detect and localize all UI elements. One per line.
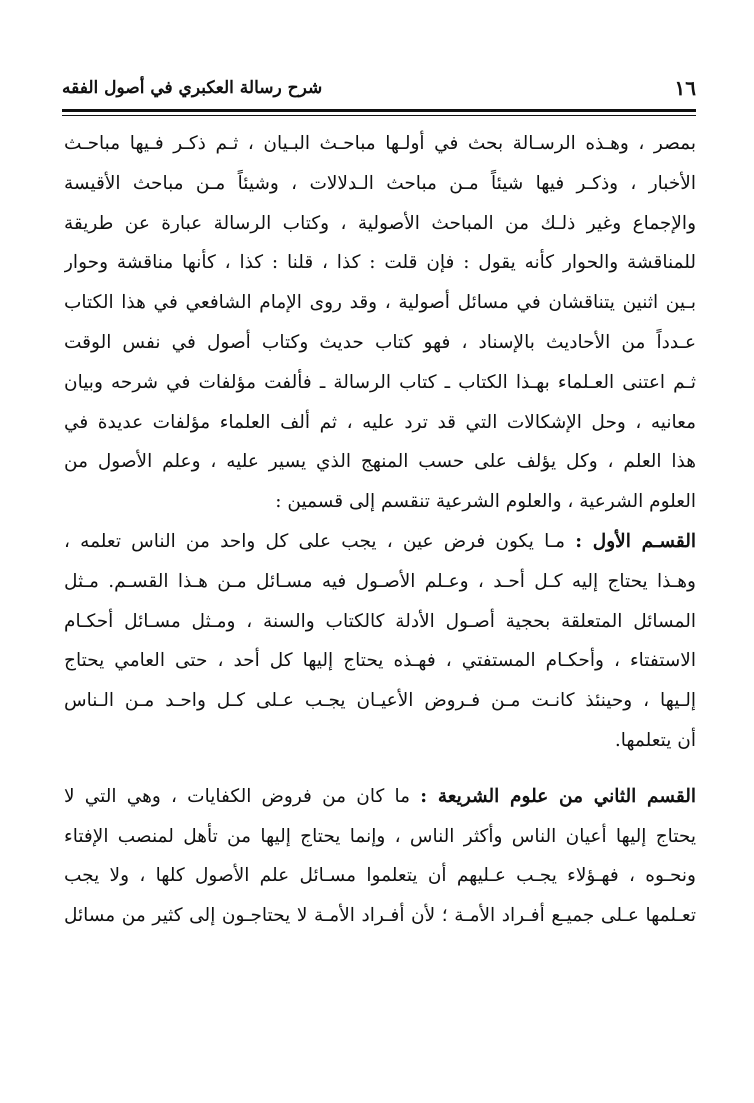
section-heading-first-part: القسـم الأول : (575, 530, 696, 552)
page-header (62, 74, 696, 108)
text-line: إلـيها ، وحينئذ كانـت مـن فـروض الأعيـان يجـب عـلى كـل واحـد مـن الـناس (64, 690, 696, 712)
text-line: ثـم اعتنى العـلماء بهـذا الكتاب ـ كتاب الرسالة ـ فألفت مؤلفات في شرحه وبيان (64, 371, 696, 393)
text-line: بمصر ، وهـذه الرسـالة بحث في أولـها مباحـث البـيان ، ثـم ذكـر فـيها مباحـث (64, 133, 696, 154)
paragraph-gap (64, 761, 696, 777)
text-line: أن يتعلمها. (614, 729, 696, 751)
text-line: العلوم الشرعية ، والعلوم الشرعية تنقسم إلى قسمين : (275, 491, 696, 513)
text-line: معانيه ، وحل الإشكالات التي قد ترد عليه ، ثم ألف العلماء مؤلفات عديدة في (64, 411, 696, 433)
text-line: الأخبار ، وذكـر فيها شيئاً مـن مباحث الـدلالات ، وشيئاً مـن مباحث الأقيسة (64, 172, 696, 194)
text-line: ونحـوه ، فهـؤلاء يجـب عـليهم أن يتعلموا مسـائل علم الأصول كلها ، ولا يجب (64, 865, 696, 887)
text-line: يحتاج إليها أعيان الناس وأكثر الناس ، وإنما يحتاج إليها من تأهل لمنصب الإفتاء (64, 825, 696, 847)
text-line: الاستفتاء ، وأحكـام المستفتي ، فهـذه يحتاج إليها كل أحد ، حتى العامي يحتاج (64, 650, 696, 672)
text-line: المسائل المتعلقة بحجية أصـول الأدلة كالكتاب والسنة ، ومـثل مسـائل أحكـام (64, 610, 696, 632)
text-span: مـا يكون فرض عين ، يجب على كل واحد من الناس تعلمه ، (64, 530, 576, 552)
body-text (64, 124, 696, 936)
header-rule-thick (62, 109, 696, 112)
text-line: والإجماع وغير ذلـك من المباحث الأصولية ، وكتاب الرسالة عبارة عن طريقة (64, 212, 696, 234)
text-line: للمناقشة والحوار كأنه يقول : فإن قلت : كذا ، قلنا : كذا ، كأنها مناقشة وحوار (64, 252, 696, 274)
text-line: هذا العلم ، وكل يؤلف على حسب المنهج الذي يسير عليه ، وعلم الأصول من (64, 451, 696, 473)
section-heading-second-part: القسم الثاني من علوم الشريعة : (420, 785, 696, 807)
page-number: ١٦ (674, 76, 696, 100)
text-line-with-lead (64, 777, 696, 817)
text-line: تعـلمها عـلى جميـع أفـراد الأمـة ؛ لأن أفـراد الأمـة لا يحتاجـون إلى كثير من مسائل (64, 905, 696, 927)
header-rule-thin (62, 115, 696, 116)
text-line: عـدداً من الأحاديث بالإسناد ، فهو كتاب حديث وكتاب أصول في نفس الوقت (64, 331, 696, 353)
text-line: وهـذا يحتاج إليه كـل أحـد ، وعـلم الأصـول فيه مسـائل مـن هـذا القسـم. مـثل (64, 570, 696, 592)
text-span: ما كان من فروض الكفايات ، وهي التي لا (64, 785, 421, 807)
text-line: بـين اثنين يتناقشان في مسائل أصولية ، وقد روى الإمام الشافعي في هذا الكتاب (64, 292, 696, 314)
text-line-with-lead (64, 522, 696, 562)
running-title: شرح رسالة العكبري في أصول الفقه (62, 78, 323, 98)
